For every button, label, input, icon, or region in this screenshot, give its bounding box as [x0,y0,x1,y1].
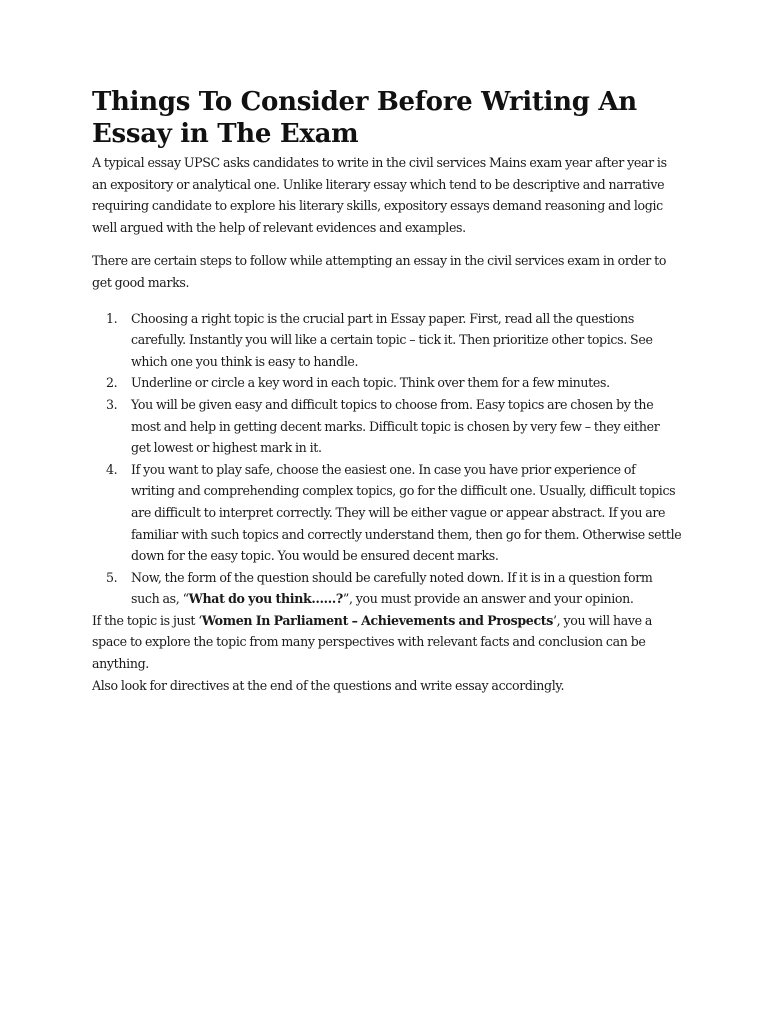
intro-paragraph: A typical essay UPSC asks candidates to write in the civil services Mains exam year after year is an expository or analytical one. Unlike literary essay which tend to be descriptive and narrative requiring candidate to explore his literary skills, expository essays demand reasoning and logic well argued with the help of relevant evidences and examples. [92,155,667,235]
list-item [92,372,682,394]
topic-note-before: If the topic is just ‘ [92,612,202,628]
list-item-number: 2. [106,375,118,391]
list-item-text-after: ”, you must provide an answer and your opinion. [342,591,634,607]
steps-list [92,308,682,610]
steps-intro-paragraph: There are certain steps to follow while attempting an essay in the civil services exam in order to get good marks. [92,253,667,290]
closing-paragraph: Also look for directives at the end of the questions and write essay accordingly. [92,677,565,693]
list-item-text: Underline or circle a key word in each topic. Think over them for a few minutes. [131,375,610,391]
topic-note-bold: Women In Parliament – Achievements and Prospects [201,612,553,628]
list-item [92,459,682,567]
topic-note-after: ’, you will have a space to explore the topic from many perspectives with relevant facts and conclusion can be anything. [92,612,653,672]
list-item [92,308,682,373]
list-item-text-bold: What do you think……? [188,591,343,607]
list-item-number: 5. [106,569,118,585]
list-item-text: If you want to play safe, choose the easiest one. In case you have prior experience of writing and comprehending complex topics, go for the difficult one. Usually, difficult topics are difficult to interpret correctly. They will be either vague or appear abstract. If you are familiar with such topics and correctly understand them, then go for them. Otherwise settle down for the easy topic. You would be ensured decent marks. [131,461,682,564]
list-item-number: 1. [106,310,118,326]
list-item-number: 3. [106,396,118,412]
list-item-text: You will be given easy and difficult topics to choose from. Easy topics are chosen by the most and help in getting decent marks. Difficult topic is chosen by very few – they either get lowest or highest mark in it. [131,396,660,456]
document-page [92,86,682,696]
list-item-number: 4. [106,461,118,477]
list-item [92,394,682,459]
topic-note-paragraph [92,610,682,675]
list-item-text: Choosing a right topic is the crucial part in Essay paper. First, read all the questions carefully. Instantly you will like a certain topic – tick it. Then prioritize other topics. See which one you think is easy to handle. [131,310,653,369]
list-item [92,567,682,610]
document-title: Things To Consider Before Writing An Essay in The Exam [92,87,637,149]
list-item-text-before: Now, the form of the question should be carefully noted down. If it is in a question form such as, “ [131,569,653,607]
